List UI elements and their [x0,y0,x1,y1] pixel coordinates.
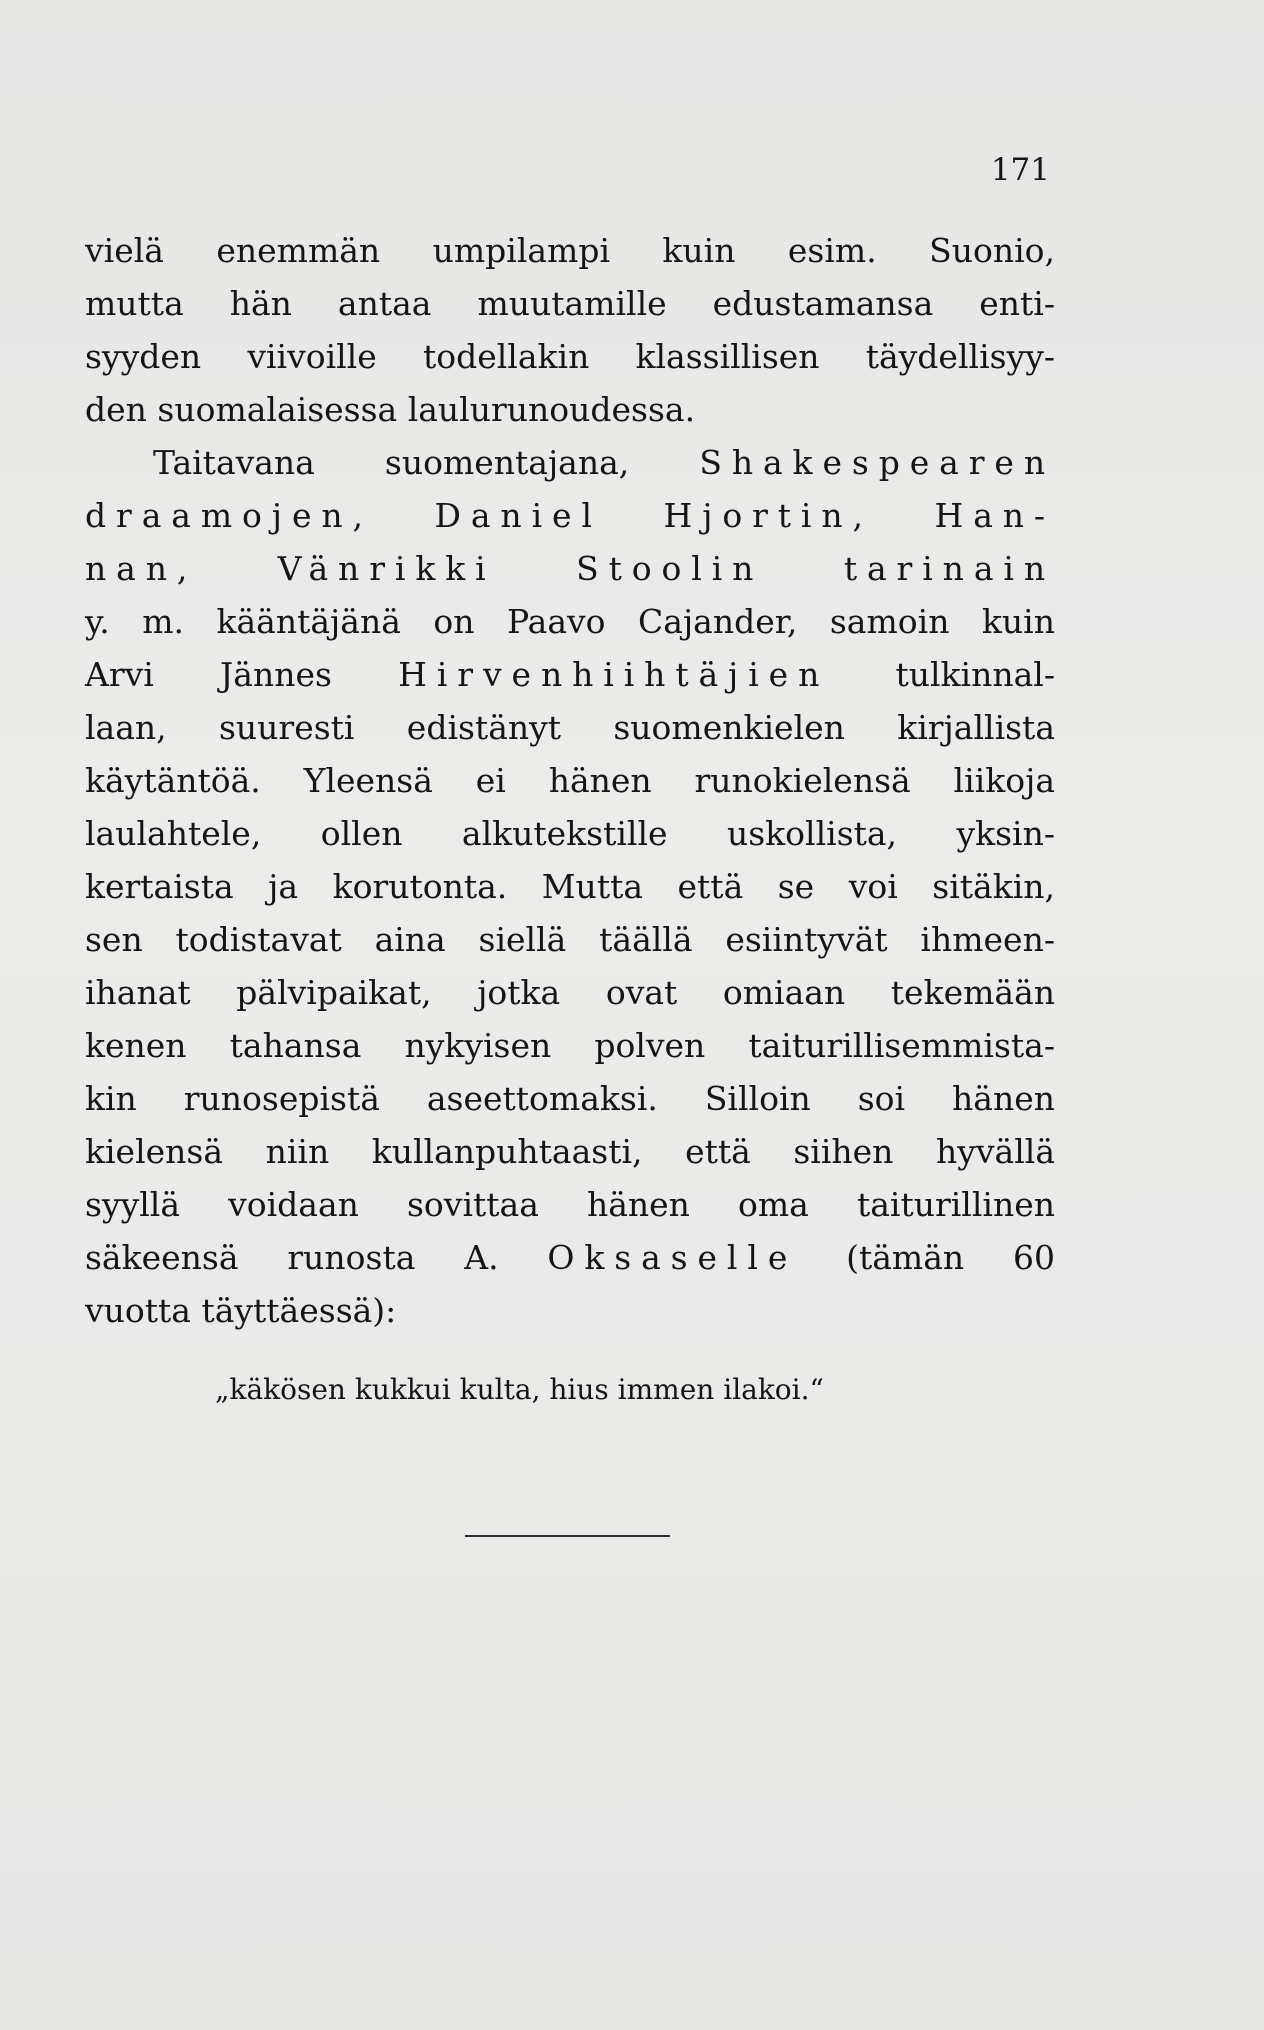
spaced-name: tarinain [843,549,1056,588]
spaced-name: Han- [934,496,1055,535]
spaced-name: Stoolin [576,549,764,588]
text-run: Taitavana suomentajana, [153,443,700,482]
text-line: kertaista ja korutonta. Mutta että se voi sitäkin, [85,867,1055,906]
text-run: (tämän 60 [797,1238,1055,1277]
text-line: kenen tahansa nykyisen polven taiturillisemmista- [85,1026,1055,1065]
text-line: den suomalaisessa laulurunoudessa. [85,390,696,429]
spaced-name: draamojen, [85,496,373,535]
text-line: syyllä voidaan sovittaa hänen oma taiturillinen [85,1185,1055,1224]
text-line: y. m. kääntäjänä on Paavo Cajander, samoin kuin [85,602,1055,641]
spaced-name: Daniel [434,496,602,535]
text-run: Arvi Jännes [85,655,399,694]
body-text [85,224,1055,1337]
text-line [85,489,1055,542]
text-line [85,542,1055,595]
text-line: laan, suuresti edistänyt suomenkielen kirjallista [85,708,1055,747]
text-line: laulahtele, ollen alkutekstille uskollista, yksin- [85,814,1055,853]
text-line [85,436,1055,489]
text-line: kin runosepistä aseettomaksi. Silloin soi hänen [85,1079,1055,1118]
spaced-name: Hjortin, [663,496,873,535]
text-line: kielensä niin kullanpuhtaasti, että siihen hyvällä [85,1132,1055,1171]
spaced-name: nan, [85,549,198,588]
text-line [85,648,1055,701]
section-divider [465,1535,670,1537]
verse-quote: „käkösen kukkui kulta, hius immen ilakoi.“ [215,1373,824,1406]
spaced-name: Vänrikki [277,549,496,588]
text-run: säkeensä runosta A. [85,1238,548,1277]
text-line: käytäntöä. Yleensä ei hänen runokielensä liikoja [85,761,1055,800]
spaced-name: Shakespearen [699,443,1055,482]
text-line: ihanat pälvipaikat, jotka ovat omiaan tekemään [85,973,1055,1012]
text-run: tulkinnal- [829,655,1055,694]
text-line: mutta hän antaa muutamille edustamansa enti- [85,284,1055,323]
spaced-name: Hirvenhiihtäjien [398,655,830,694]
text-line: vielä enemmän umpilampi kuin esim. Suonio, [85,231,1055,270]
text-line [85,1231,1055,1284]
text-line: vuotta täyttäessä): [85,1291,397,1330]
page-number: 171 [990,152,1050,188]
spaced-name: Oksaselle [547,1238,798,1277]
text-line: syyden viivoille todellakin klassillisen täydellisyy- [85,337,1055,376]
text-line: sen todistavat aina siellä täällä esiintyvät ihmeen- [85,920,1055,959]
